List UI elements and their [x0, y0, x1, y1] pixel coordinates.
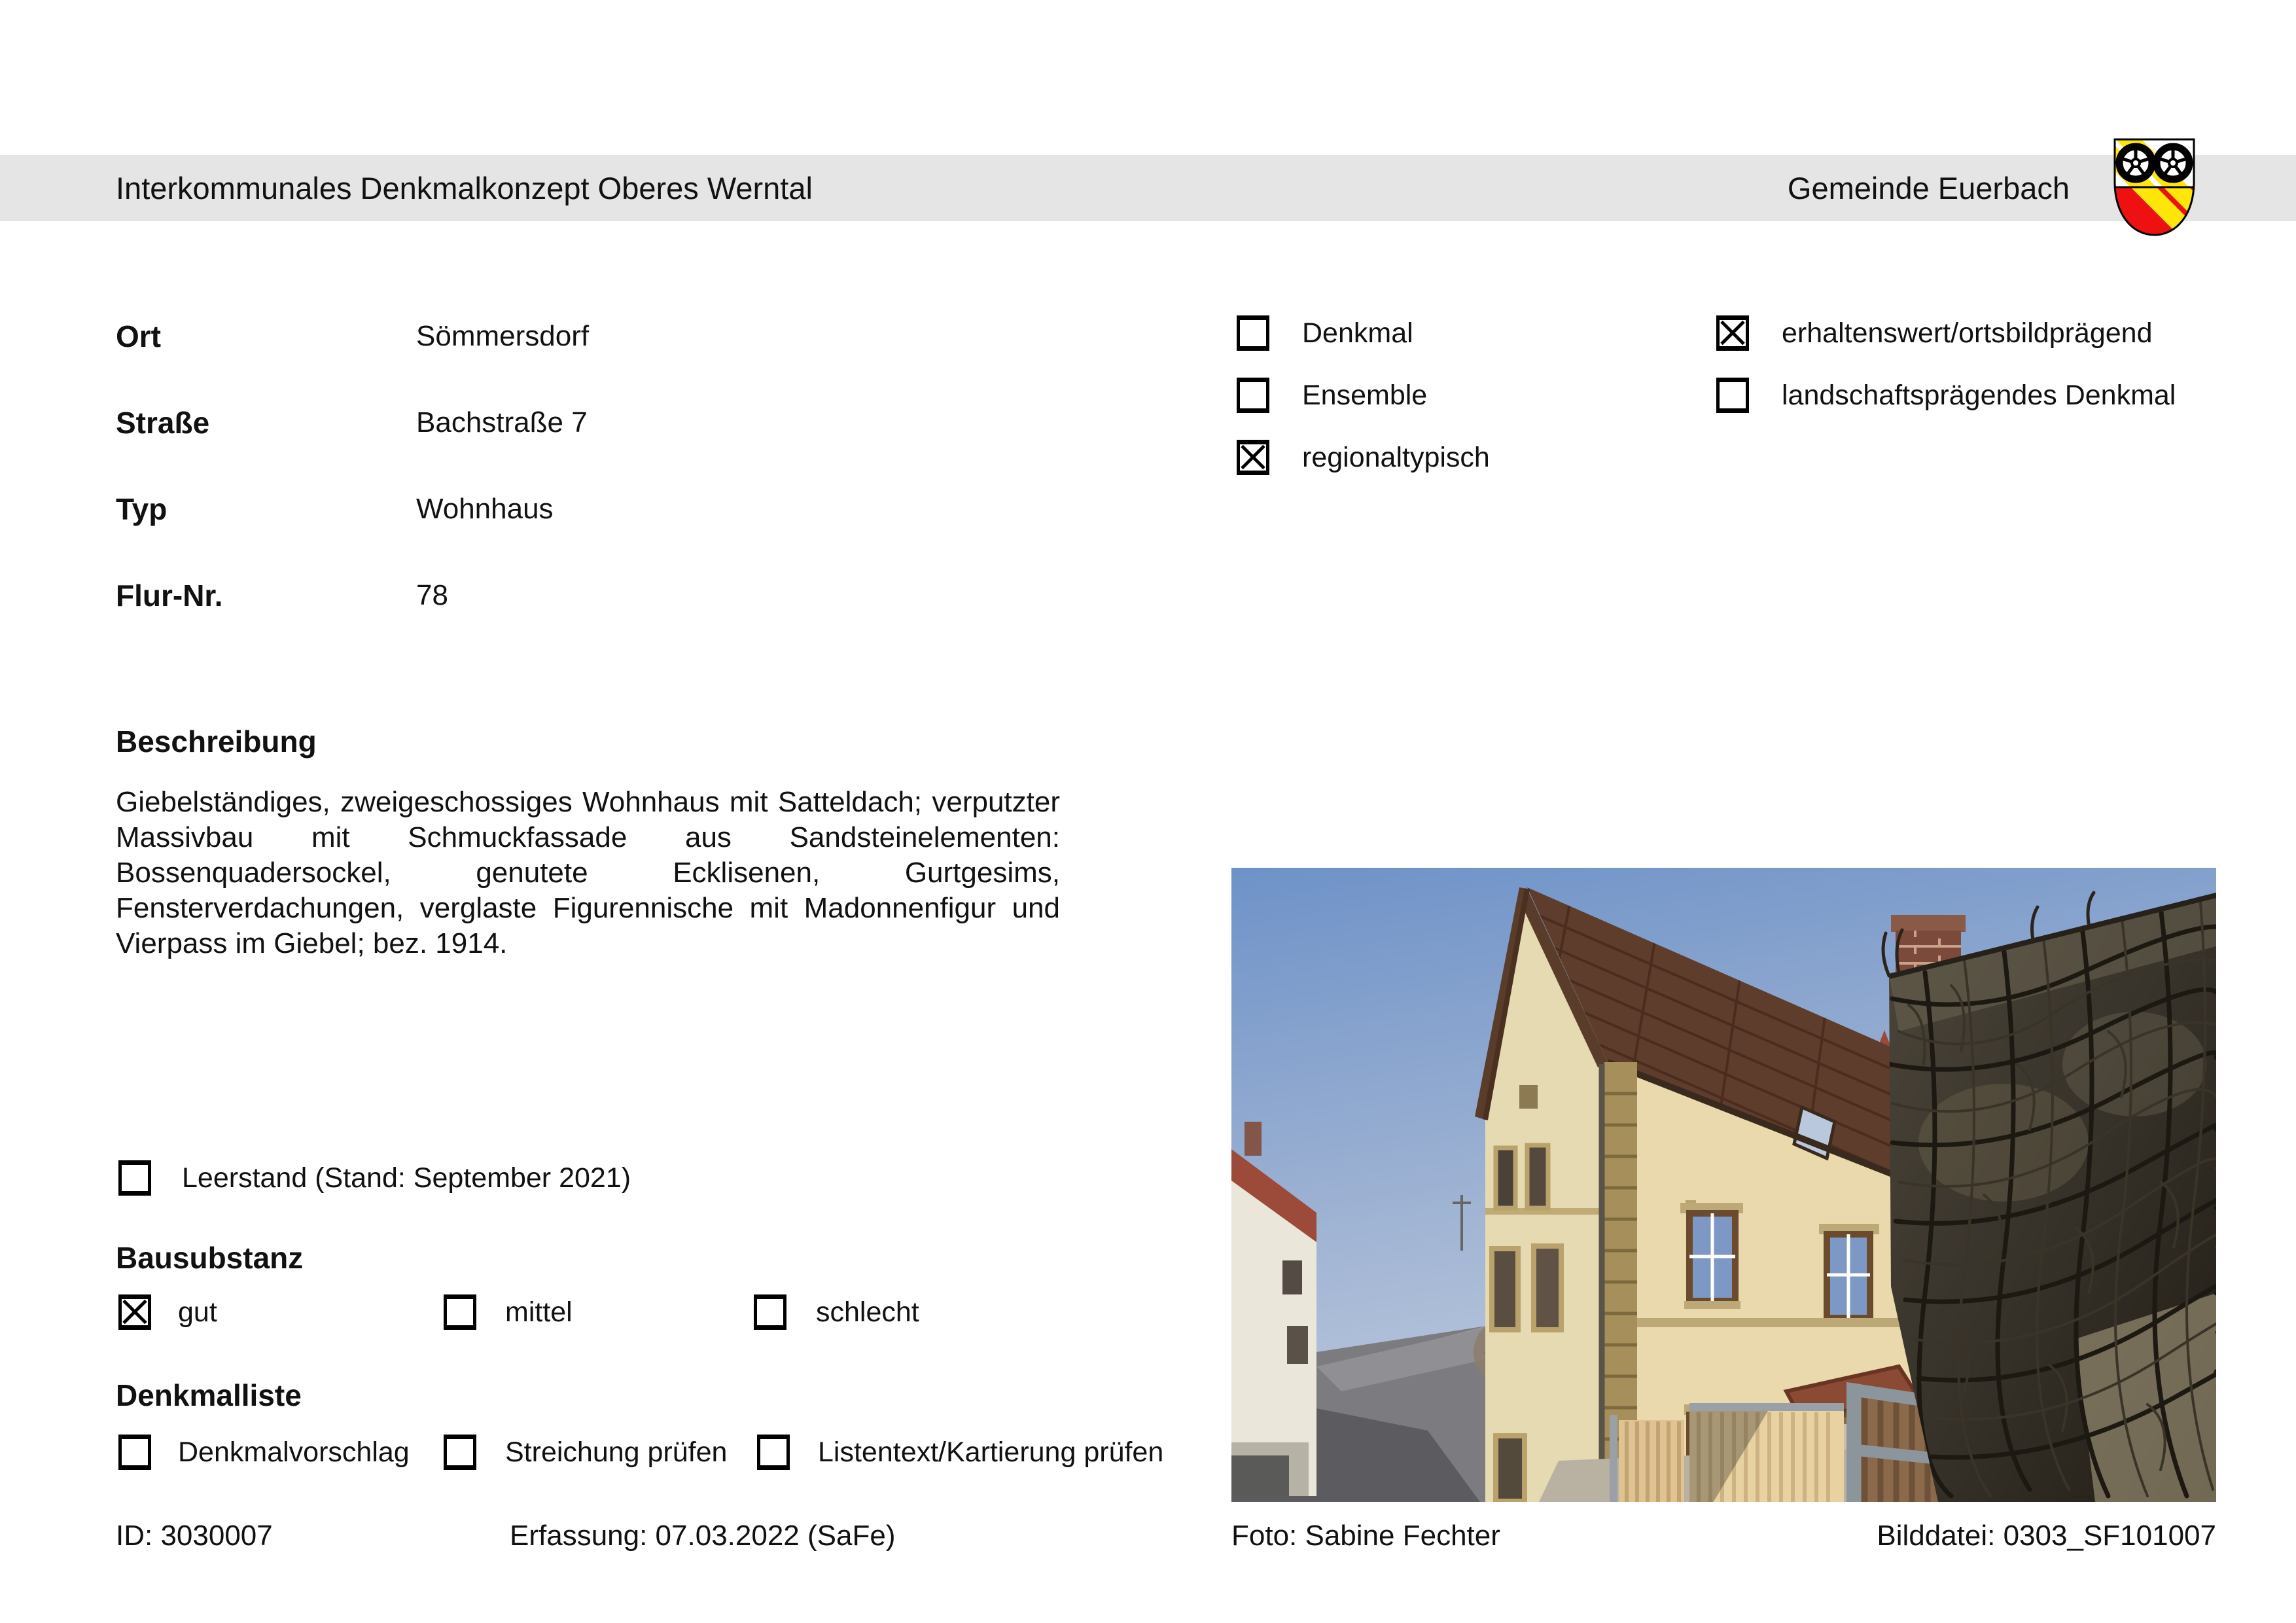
checkbox-label-erhaltenswert: erhaltenswert/ortsbildprägend: [1782, 317, 2153, 349]
field-label-typ: Typ: [116, 492, 168, 526]
checkbox-landschaftspraegend[interactable]: [1716, 378, 1749, 413]
bausubstanz-heading: Bausubstanz: [116, 1241, 304, 1275]
checkbox-denkmal[interactable]: [1237, 315, 1269, 351]
checkbox-label-ensemble: Ensemble: [1302, 380, 1428, 411]
field-label-flurnr: Flur-Nr.: [116, 579, 223, 613]
image-file-name: Bilddatei: 0303_SF101007: [1877, 1520, 2216, 1552]
checkbox-label-schlecht: schlecht: [816, 1296, 919, 1328]
checkbox-label-gut: gut: [178, 1296, 217, 1328]
checkbox-label-landschaftspraegend: landschaftsprägendes Denkmal: [1782, 380, 2176, 411]
checkbox-regionaltypisch[interactable]: [1237, 440, 1269, 475]
checkbox-erhaltenswert[interactable]: [1716, 315, 1749, 351]
record-erfassung: Erfassung: 07.03.2022 (SaFe): [510, 1520, 896, 1552]
checkbox-label-listentext: Listentext/Kartierung prüfen: [818, 1436, 1164, 1468]
checkbox-leerstand[interactable]: [118, 1160, 151, 1196]
building-photo: [1231, 868, 2216, 1502]
field-value-strasse: Bachstraße 7: [416, 406, 588, 438]
checkbox-label-streichung: Streichung prüfen: [505, 1436, 728, 1468]
photo-credit: Foto: Sabine Fechter: [1231, 1520, 1500, 1552]
checkbox-label-leerstand: Leerstand (Stand: September 2021): [182, 1162, 631, 1194]
checkbox-gut[interactable]: [118, 1294, 151, 1330]
field-value-flurnr: 78: [416, 579, 448, 611]
description-heading: Beschreibung: [116, 724, 317, 758]
checkbox-schlecht[interactable]: [754, 1294, 786, 1330]
wheel-icon: [2157, 147, 2189, 179]
description-text: Giebelständiges, zweigeschossiges Wohnhaus mit Satteldach; verputzter Massivbau mit Schmuckfassade aus Sandsteinelementen: Bossenquadersockel, genutete Ecklisenen, Gurtgesims, Fensterverdachungen, verglaste Figurennische mit Madonnenfigur und Vierpass im Giebel; bez. 1914.: [116, 786, 1060, 959]
checkbox-label-denkmalvorschlag: Denkmalvorschlag: [178, 1436, 410, 1468]
header-bar: [0, 155, 2296, 221]
checkbox-listentext[interactable]: [757, 1435, 790, 1470]
checkbox-label-denkmal: Denkmal: [1302, 317, 1413, 349]
denkmalliste-heading: Denkmalliste: [116, 1378, 302, 1412]
municipality-name: Gemeinde Euerbach: [1787, 171, 2070, 205]
checkbox-ensemble[interactable]: [1237, 378, 1269, 413]
page-title: Interkommunales Denkmalkonzept Oberes Werntal: [116, 171, 813, 205]
coat-of-arms-icon: [2111, 137, 2198, 238]
field-label-ort: Ort: [116, 319, 161, 353]
record-id: ID: 3030007: [116, 1520, 273, 1552]
wheel-icon: [2119, 147, 2152, 179]
field-value-typ: Wohnhaus: [416, 493, 554, 525]
field-value-ort: Sömmersdorf: [416, 320, 590, 352]
field-label-strasse: Straße: [116, 406, 210, 440]
checkbox-streichung[interactable]: [444, 1435, 476, 1470]
checkbox-mittel[interactable]: [444, 1294, 476, 1330]
checkbox-label-regionaltypisch: regionaltypisch: [1302, 442, 1490, 473]
checkbox-denkmalvorschlag[interactable]: [118, 1435, 151, 1470]
checkbox-label-mittel: mittel: [505, 1296, 573, 1328]
